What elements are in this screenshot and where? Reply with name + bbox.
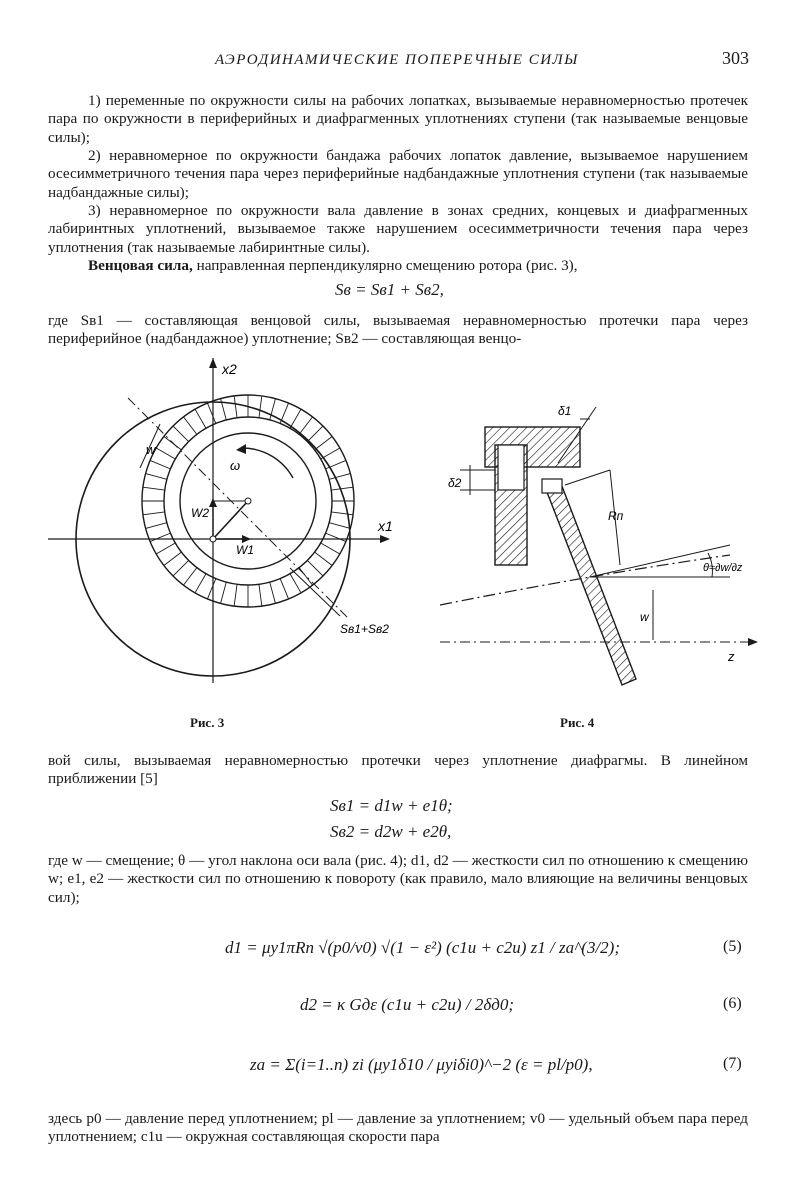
blade-line [234,396,237,418]
blade-line [315,552,332,565]
label-w: w [640,610,649,624]
blade-line [156,543,175,554]
blade-line [150,533,170,541]
blade-line [326,533,346,541]
displacement-vector [213,501,248,539]
blade-line [280,403,288,423]
figure-3-caption: Рис. 3 [190,715,225,730]
figure-4-caption: Рис. 4 [560,715,595,730]
label-delta2: δ2 [448,476,462,490]
label-w: w [146,442,156,457]
blade-line [183,568,196,585]
blade-line [146,474,167,480]
paragraph-3: 3) неравномерное по окружности вала давление в зонах средних, концевых и диафрагменных лабиринтных уплотнений, вызываемое также нарушением осесимметричности течения пара через уплотнения (так называемые лабиринтные силы). [48,202,748,256]
blade-line [156,448,175,459]
blade-line [259,396,262,418]
paragraph-6: вой силы, вызываемая неравномерностью протечки через уплотнение диафрагмы. В линейном приближении [5] [48,752,748,788]
formula-7: za = Σ(i=1..n) zi (μy1δ10 / μyiδi0)^−2 (ε = pl/p0), [250,1055,593,1074]
blade-line [143,512,165,515]
figure-4-diagram [440,395,760,700]
blade-line [195,574,206,593]
label-w2: W2 [191,506,209,520]
label-force-sum: Sв1+Sв2 [340,622,389,636]
paragraph-2: 2) неравномерное по окружности бандажа рабочих лопаток давление, вызываемое нарушением осесимметричного течения пара через периферийные надбандажные уплотнения ступени (так называемые надбандажные силы); [48,147,748,201]
paragraph-8: здесь p0 — давление перед уплотнением; pl — давление за уплотнением; v0 — удельный объем пара перед уплотнением; c1u — окружная составляющая скорости пара [48,1110,748,1146]
blade-line [307,426,323,442]
blade-line [150,460,170,468]
blade-line [270,582,276,603]
label-rn: Rп [608,509,624,523]
blade-line [173,560,189,576]
formula-5: d1 = μy1πRп √(p0/v0) √(1 − ε²) (c1u + c2u) z1 / za^(3/2); [225,938,621,957]
blade-line [321,448,340,459]
paragraph-4-rest: направленная перпендикулярно смещению ротора (рис. 3), [192,257,578,274]
blade-line [329,523,350,529]
blade-line [234,584,237,606]
axis-x1-arrow [380,535,390,543]
label-x1: x1 [378,518,393,534]
center-rotor [245,498,251,504]
blade-line [146,523,167,529]
blade-line [299,417,312,434]
blade-line [183,417,196,434]
formula-3: Sв2 = d2w + e2θ, [330,822,452,841]
blade-line [207,403,215,423]
paragraph-4 [48,257,748,275]
blade-line [173,426,189,442]
rotation-arrow [243,448,293,478]
axis-x2-arrow [209,358,217,368]
formula-6: d2 = κ Gдε (c1u + c2u) / 2δд0; [300,995,514,1014]
page-number: 303 [722,48,749,68]
blade-line [321,543,340,554]
paragraph-7: где w — смещение; θ — угол наклона оси вала (рис. 4); d1, d2 — жесткости сил по отношению к смещению w; e1, e2 — жесткости сил по отношению к повороту (как правило, мало влияющие на величины венцовых сил); [48,852,748,906]
term-bold: Венцовая сила, [88,257,193,274]
blade-line [331,512,353,515]
equation-number-6: (6) [723,995,742,1012]
blade-line [299,568,312,585]
force-leader [290,568,340,616]
center-origin [210,536,216,542]
blade-line [331,487,353,490]
blade-line [164,552,181,565]
blade-line [259,584,262,606]
blade-line [280,579,288,599]
figure-3-diagram [48,358,393,713]
blade-line [195,409,206,428]
blade-line [221,582,227,603]
running-head: АЭРОДИНАМИЧЕСКИЕ ПОПЕРЕЧНЫЕ СИЛЫ [215,52,579,68]
paragraph-5: где Sв1 — составляющая венцовой силы, вызываемая неравномерностью протечки пара через периферийное (надбандажное) уплотнение; Sв2 — составляющая венцо- [48,312,748,348]
blade-line [315,436,332,449]
formula-1: Sв = Sв1 + Sв2, [335,280,444,299]
equation-number-7: (7) [723,1055,742,1072]
equation-number-5: (5) [723,938,742,955]
blade-line [143,487,165,490]
formula-2: Sв1 = d1w + e1θ; [330,796,453,815]
label-theta: θ≈∂w/∂z [703,562,743,574]
paragraph-1: 1) переменные по окружности силы на рабочих лопатках, вызываемые неравномерностью протечек пара по окружности в периферийных и диафрагменных уплотнениях ступени (так называемые венцовые силы); [48,92,748,146]
blade-line [307,560,323,576]
label-delta1: δ1 [558,404,572,418]
blade-line [290,409,301,428]
shroud-head [498,445,524,490]
label-omega: ω [230,458,241,473]
label-z: z [728,649,735,664]
label-w1: W1 [236,543,254,557]
blade-line [329,474,350,480]
blade-line [207,579,215,599]
label-x2: x2 [222,361,237,377]
